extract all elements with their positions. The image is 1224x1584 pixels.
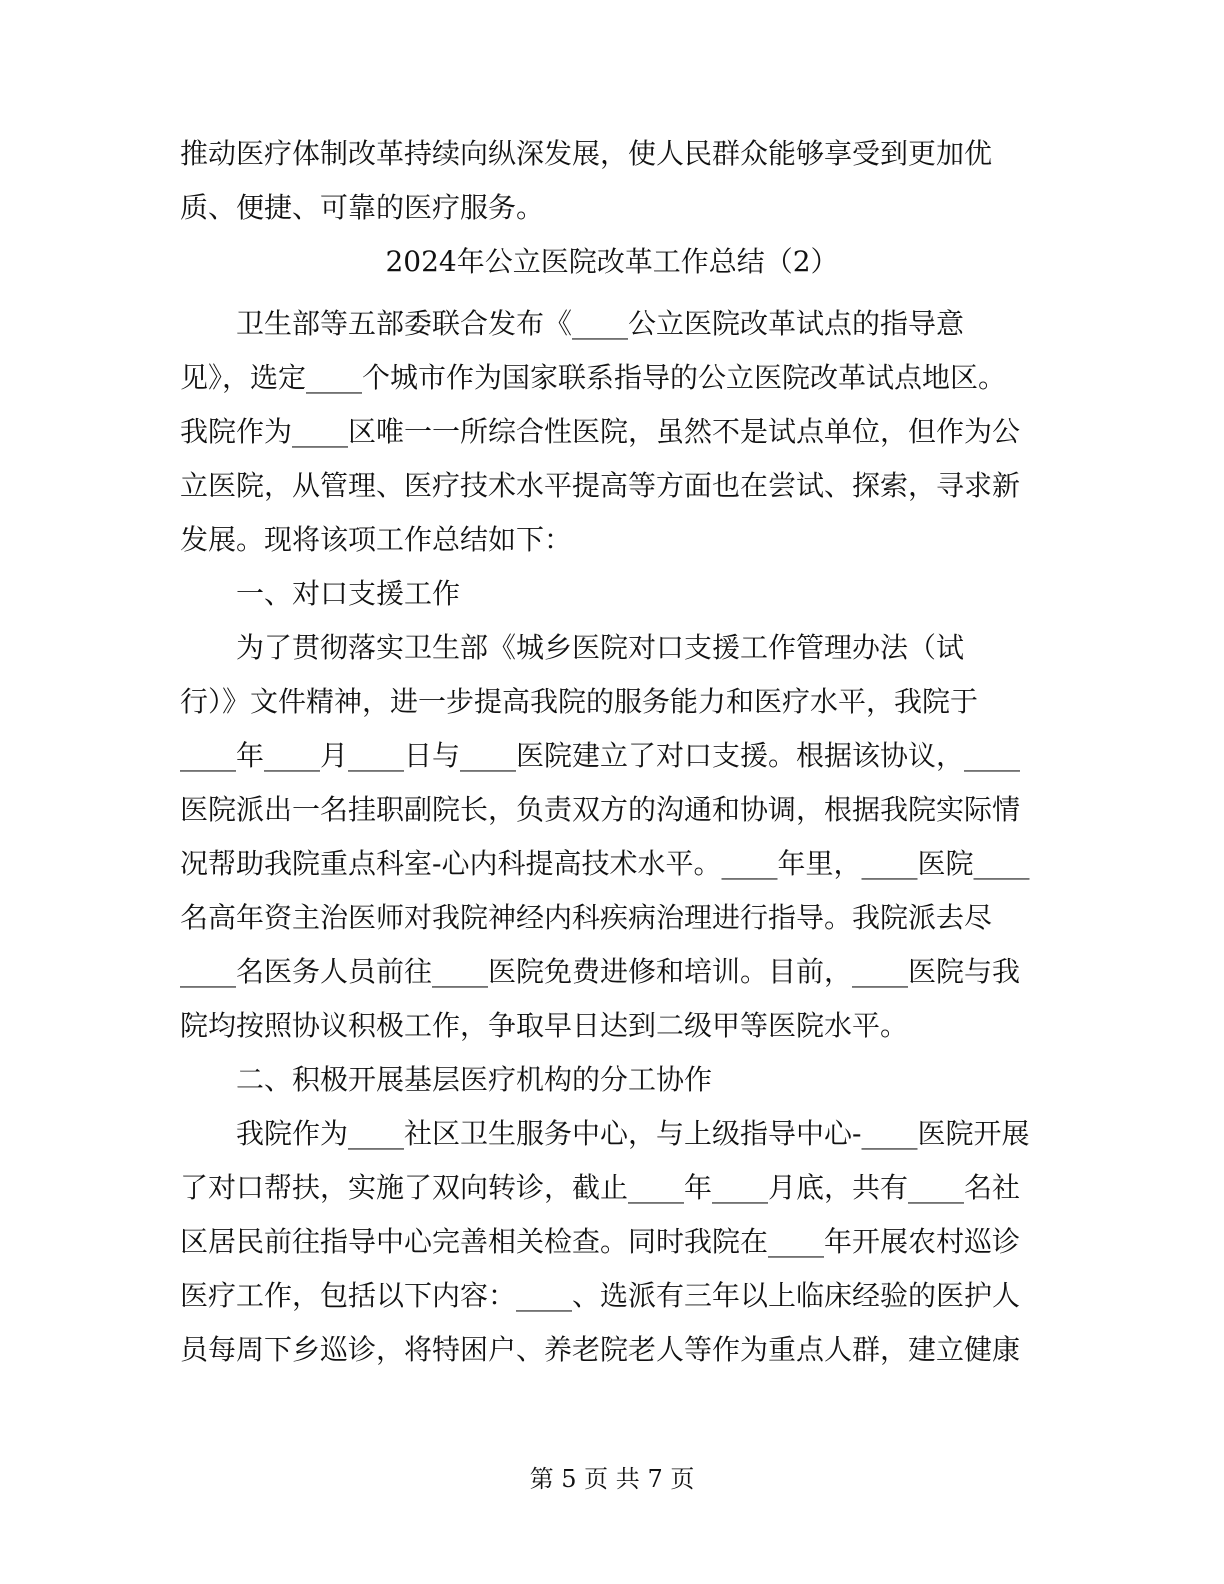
paragraph-line: 况帮助我院重点科室-心内科提高技术水平。____年里，____医院____: [180, 847, 1030, 880]
intro-line: 推动医疗体制改革持续向纵深发展，使人民群众能够享受到更加优: [180, 137, 993, 170]
paragraph-line: 员每周下乡巡诊，将特困户、养老院老人等作为重点人群，建立健康: [180, 1333, 1021, 1366]
page-footer: 第 5 页 共 7 页: [529, 1465, 695, 1493]
paragraph-line: 医疗工作，包括以下内容：____、选派有三年以上临床经验的医护人: [180, 1279, 1021, 1312]
paragraph-line: 发展。现将该项工作总结如下：: [180, 523, 573, 556]
paragraph-line: 见》，选定____个城市作为国家联系指导的公立医院改革试点地区。: [180, 361, 1007, 394]
paragraph-line: 了对口帮扶，实施了双向转诊，截止____年____月底，共有____名社: [180, 1171, 1021, 1204]
paragraph-line: ____名医务人员前往____医院免费进修和培训。目前，____医院与我: [180, 955, 1021, 988]
paragraph-line: 行）》文件精神，进一步提高我院的服务能力和医疗水平，我院于: [180, 685, 979, 718]
paragraph-line: 区居民前往指导中心完善相关检查。同时我院在____年开展农村巡诊: [180, 1225, 1021, 1258]
paragraph-line: 我院作为____区唯一一所综合性医院，虽然不是试点单位，但作为公: [180, 415, 1021, 448]
paragraph-line: 卫生部等五部委联合发布《____公立医院改革试点的指导意: [236, 307, 965, 340]
paragraph-line: 立医院，从管理、医疗技术水平提高等方面也在尝试、探索，寻求新: [180, 469, 1021, 502]
paragraph-line: 医院派出一名挂职副院长，负责双方的沟通和协调，根据我院实际情: [180, 793, 1021, 826]
paragraph-line: ____年____月____日与____医院建立了对口支援。根据该协议，____: [180, 739, 1021, 772]
section-heading: 二、积极开展基层医疗机构的分工协作: [236, 1063, 713, 1096]
paragraph-line: 院均按照协议积极工作，争取早日达到二级甲等医院水平。: [180, 1009, 909, 1042]
paragraph-line: 为了贯彻落实卫生部《城乡医院对口支援工作管理办法（试: [236, 631, 965, 664]
paragraph-line: 名高年资主治医师对我院神经内科疾病治理进行指导。我院派去尽: [180, 901, 993, 934]
paragraph-line: 我院作为____社区卫生服务中心，与上级指导中心-____医院开展: [236, 1117, 1030, 1150]
section-heading: 一、对口支援工作: [236, 577, 461, 610]
intro-line: 质、便捷、可靠的医疗服务。: [180, 191, 545, 224]
document-title: 2024年公立医院改革工作总结（2）: [385, 245, 839, 278]
